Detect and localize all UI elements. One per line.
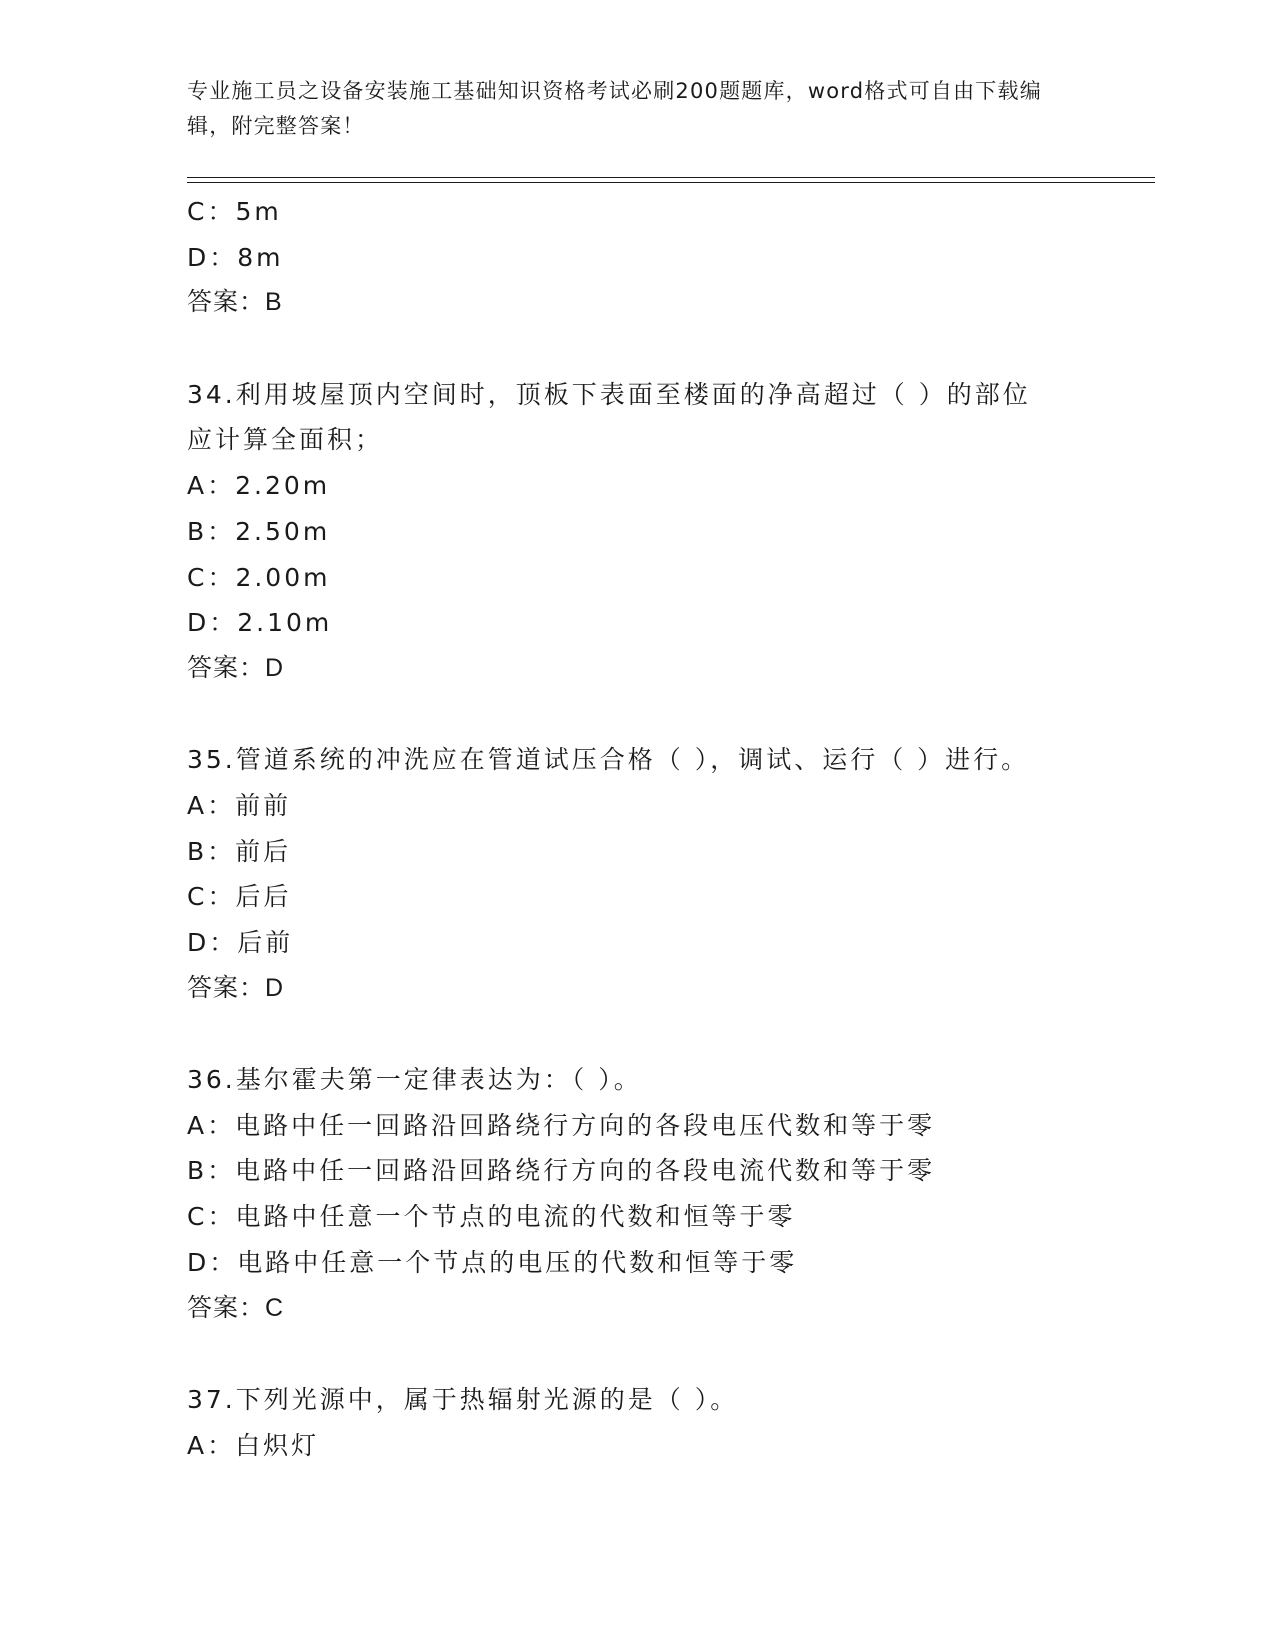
option-line: D：后前	[187, 928, 294, 957]
option-line: B：前后	[187, 836, 292, 866]
answer-line: 答案：D	[187, 653, 285, 682]
question-stem: 35.管道系统的冲洗应在管道试压合格（ ），调试、运行（ ）进行。	[187, 745, 1030, 775]
option-line: D：电路中任意一个节点的电压的代数和恒等于零	[187, 1247, 798, 1277]
option-line: A：白炽灯	[187, 1430, 320, 1460]
option-line: C：后后	[187, 882, 292, 912]
answer-line: 答案：B	[187, 288, 283, 317]
option-line: D：8m	[187, 242, 284, 272]
header-divider	[187, 177, 1155, 183]
option-line: C：2.00m	[187, 562, 331, 592]
spacer	[187, 1331, 1067, 1377]
option-line: A：电路中任一回路沿回路绕行方向的各段电压代数和等于零	[187, 1110, 936, 1140]
option-line: C：电路中任意一个节点的电流的代数和恒等于零	[187, 1202, 796, 1232]
option-line: C：5m	[187, 197, 282, 226]
option-line: A：前前	[187, 790, 292, 820]
spacer	[187, 692, 1067, 738]
spacer	[187, 1011, 1067, 1057]
option-line: B：2.50m	[187, 516, 331, 546]
document-header: 专业施工员之设备安装施工基础知识资格考试必刷200题题库，word格式可自由下载编辑，附完整答案！	[187, 79, 1042, 138]
question-stem: 应计算全面积；	[187, 425, 384, 455]
question-list	[187, 189, 1067, 1468]
option-line: D：2.10m	[187, 608, 333, 638]
question-stem: 37.下列光源中，属于热辐射光源的是（ ）。	[187, 1384, 739, 1414]
option-line: A：2.20m	[187, 471, 331, 501]
answer-line: 答案：C	[187, 1293, 285, 1322]
spacer	[187, 326, 1067, 372]
question-stem: 36.基尔霍夫第一定律表达为：（ ）。	[187, 1065, 642, 1095]
question-stem: 34.利用坡屋顶内空间时，顶板下表面至楼面的净高超过（ ）的部位	[187, 379, 1031, 409]
option-line: B：电路中任一回路沿回路绕行方向的各段电流代数和等于零	[187, 1156, 936, 1186]
answer-line: 答案：D	[187, 973, 285, 1002]
